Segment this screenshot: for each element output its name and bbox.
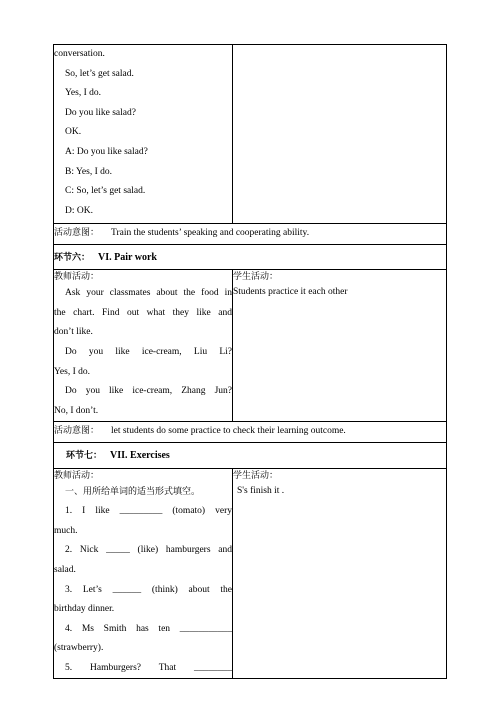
text-line: Ask your classmates about the food in [65,288,232,299]
section7-body-row [54,468,447,679]
purpose-row-1 [54,224,447,245]
section7-header-cell [54,442,447,468]
purpose-cell [54,422,447,443]
text-line: salad. [54,564,76,575]
text-line: 3. Let’s ______ (think) about the [65,584,232,595]
purpose-text: let students do some practice to check their learning outcome. [111,426,346,437]
section6-header-cell [54,244,447,270]
purpose-text: Train the students’ speaking and cooperating ability. [111,228,310,238]
student-activity-text: S's finish it . [237,485,285,496]
text-line: A: Do you like salad? [65,146,148,157]
section7-name: VII. Exercises [110,449,170,461]
section7-title [66,451,170,461]
text-line: 1. I like _________ (tomato) very [65,506,232,517]
text-line: B: Yes, I do. [65,166,112,177]
conversation-right-cell [233,45,447,224]
lesson-plan-table [53,44,447,679]
student-activity-label: 学生活动： [233,272,279,283]
section6-name: VI. Pair work [98,251,157,263]
text-line: Yes, I do. [65,88,101,99]
section7-student-cell [233,468,447,679]
text-line: C: So, let’s get salad. [65,186,146,197]
text-line: don’t like. [54,327,93,338]
purpose-cell [54,224,447,245]
student-activity-label: 学生活动： [233,470,279,481]
section6-body-row [54,270,447,422]
text-line: 一、用所给单词的适当形式填空。 [65,486,201,497]
student-activity-text: Students practice it each other [233,287,348,298]
text-line: conversation. [54,49,105,59]
text-line: (strawberry). [54,643,104,654]
purpose-label: 活动意图： [54,228,100,238]
text-line: 5. Hamburgers? That ________ [65,662,232,673]
text-line: No, I don’t. [54,405,99,416]
section6-label: 环节六： [54,252,91,263]
section6-header-row [54,244,447,270]
text-line: Do you like ice-cream, Zhang Jun? [65,386,232,397]
text-line: 4. Ms Smith has ten ___________ [65,623,232,634]
section6-student-cell [233,270,447,422]
section6-title [54,253,157,263]
section6-teacher-cell [54,270,233,422]
teacher-activity-label: 教师活动： [54,272,100,283]
conversation-row [54,45,447,224]
text-line: D: OK. [65,205,93,216]
text-line: much. [54,525,78,536]
text-line: Yes, I do. [54,366,90,377]
text-line: birthday dinner. [54,604,115,615]
text-line: OK. [65,127,82,138]
section7-header-row [54,442,447,468]
text-line: So, let’s get salad. [65,68,134,79]
purpose-label: 活动意图： [54,426,100,437]
teacher-activity-label: 教师活动： [54,470,100,481]
text-line: 2. Nick _____ (like) hamburgers and [65,545,232,556]
purpose-row-2 [54,422,447,443]
section7-teacher-cell [54,468,233,679]
text-line: Do you like salad? [65,107,136,118]
text-line: Do you like ice-cream, Liu Li? [65,346,232,357]
text-line: the chart. Find out what they like and [54,307,232,318]
conversation-cell [54,45,233,224]
section7-label: 环节七： [66,450,103,461]
